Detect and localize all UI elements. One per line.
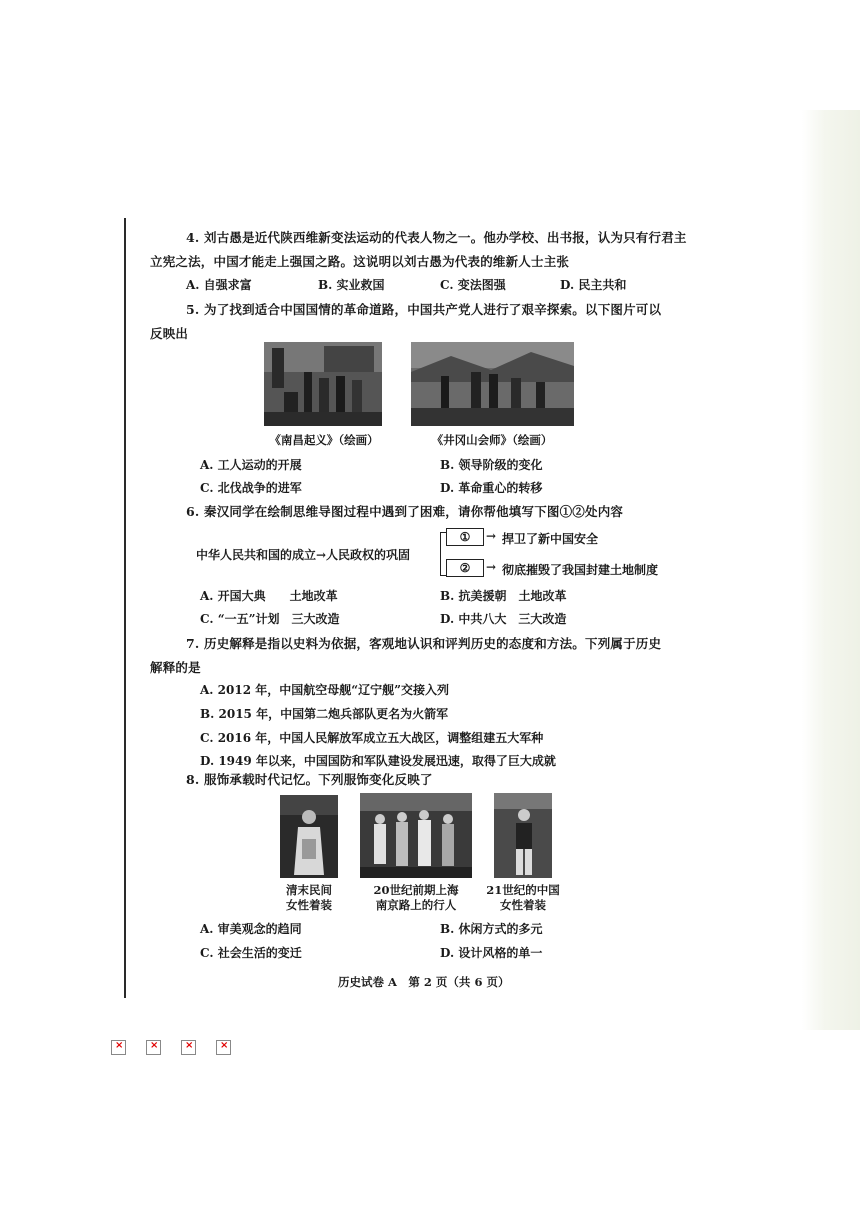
q5-stem-line2: 反映出 [150,326,189,341]
scan-edge-shading [802,110,860,1030]
caption-shanghai-line2: 南京路上的行人 [375,898,457,912]
q5-option-a: A. 工人运动的开展 [200,458,302,472]
q7-option-b: B. 2015 年，中国第二炮兵部队更名为火箭军 [200,707,449,721]
caption-nanchang-uprising: 《南昌起义》（绘画） [269,433,379,447]
q7-option-a: A. 2012 年，中国航空母舰“辽宁舰”交接入列 [200,683,450,697]
caption-21st-century-line2: 女性着装 [500,898,546,912]
q6-arrow-1: → [486,529,497,543]
q6-option-c: C. “一五”计划 三大改造 [200,612,340,626]
q4-option-d: D. 民主共和 [560,278,627,292]
q4-stem-line1: 4. 刘古愚是近代陕西维新变法运动的代表人物之一。他办学校、出书报，认为只有行君主 [186,230,687,245]
page-footer: 历史试卷 A 第 2 页（共 6 页） [338,975,510,989]
q7-stem-line1: 7. 历史解释是指以史料为依据，客观地认识和评判历史的态度和方法。下列属于历史 [186,636,662,651]
caption-late-qing-line2: 女性着装 [286,898,332,912]
q6-option-a: A. 开国大典 土地改革 [200,589,338,603]
q8-option-a: A. 审美观念的趋同 [200,922,302,936]
q5-option-d: D. 革命重心的转移 [440,481,543,495]
q5-option-c: C. 北伐战争的进军 [200,481,302,495]
q6-blank-box-2: ② [446,559,484,577]
q6-blank-box-1: ① [446,528,484,546]
broken-image-icon: × [216,1040,231,1055]
21st-century-women-clothing-photo [494,793,552,878]
late-qing-women-clothing-photo [280,795,338,878]
broken-image-icon: × [146,1040,161,1055]
caption-shanghai-line1: 20世纪前期上海 [373,883,459,897]
q4-option-b: B. 实业救国 [318,278,385,292]
binding-margin-line [124,218,126,998]
q5-stem-line1: 5. 为了找到适合中国国情的革命道路，中国共产党人进行了艰辛探索。以下图片可以 [186,302,662,317]
q7-option-c: C. 2016 年，中国人民解放军成立五大战区，调整组建五大军种 [200,731,544,745]
q6-arrow-2: → [486,560,497,574]
caption-late-qing-line1: 清末民间 [286,883,332,897]
q6-result-2: 彻底摧毁了我国封建土地制度 [502,563,659,577]
q8-stem-line1: 8. 服饰承载时代记忆。下列服饰变化反映了 [186,772,433,787]
q6-result-1: 捍卫了新中国安全 [502,532,599,546]
q7-stem-line2: 解释的是 [150,660,201,675]
q8-option-c: C. 社会生活的变迁 [200,946,302,960]
q5-option-b: B. 领导阶级的变化 [440,458,543,472]
q6-diagram-left-text: 中华人民共和国的成立→人民政权的巩固 [196,548,411,562]
broken-image-icon: × [111,1040,126,1055]
q8-option-d: D. 设计风格的单一 [440,946,543,960]
caption-jinggangshan-meeting: 《井冈山会师》（绘画） [431,433,553,447]
jinggangshan-meeting-painting [411,342,574,426]
caption-21st-century-line1: 21世纪的中国 [486,883,560,897]
nanchang-uprising-painting [264,342,382,426]
q4-stem-line2: 立宪之法，中国才能走上强国之路。这说明以刘古愚为代表的维新人士主张 [150,254,570,269]
shanghai-nanjing-road-pedestrians-photo [360,793,472,878]
q6-stem-line1: 6. 秦汉同学在绘制思维导图过程中遇到了困难，请你帮他填写下图①②处内容 [186,504,624,519]
broken-image-icon: × [181,1040,196,1055]
q4-option-a: A. 自强求富 [186,278,252,292]
q6-option-b: B. 抗美援朝 土地改革 [440,589,567,603]
q4-option-c: C. 变法图强 [440,278,506,292]
q8-option-b: B. 休闲方式的多元 [440,922,543,936]
q7-option-d: D. 1949 年以来，中国国防和军队建设发展迅速，取得了巨大成就 [200,754,556,768]
q6-option-d: D. 中共八大 三大改造 [440,612,567,626]
